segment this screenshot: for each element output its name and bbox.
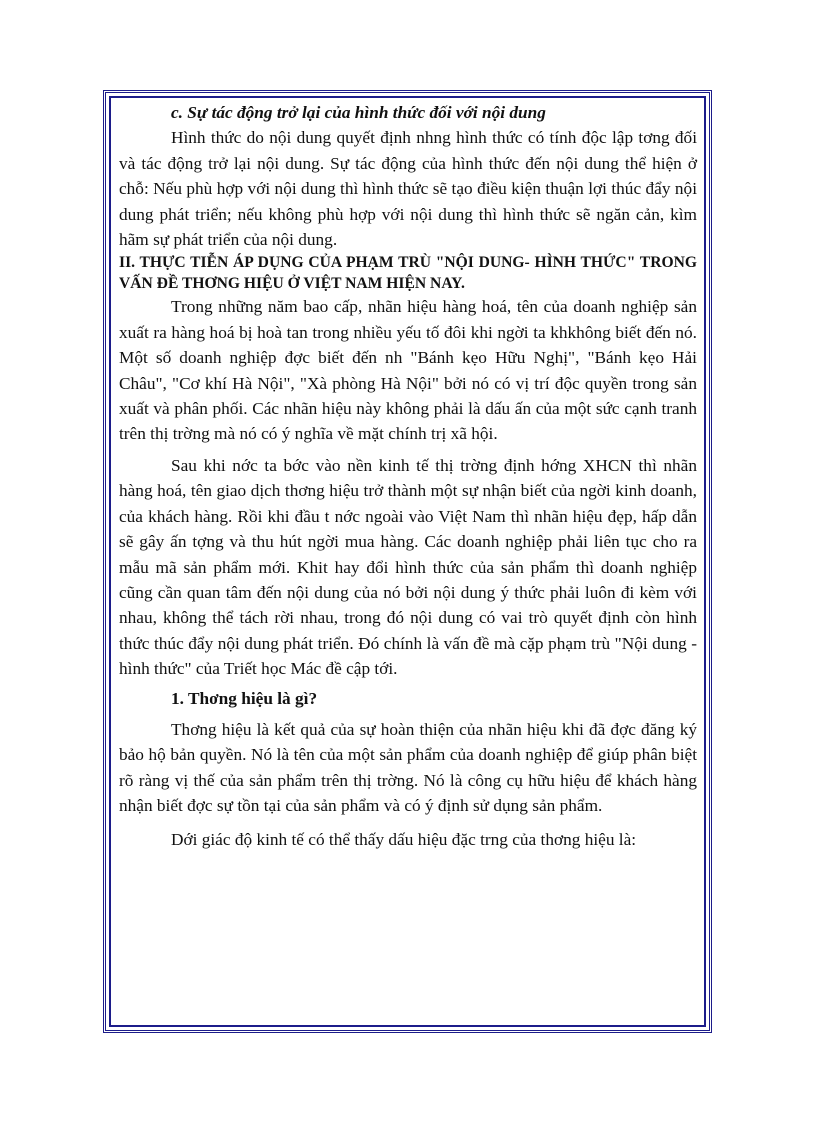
section-1-paragraph-1: Thơng hiệu là kết quả của sự hoàn thiện của nhãn hiệu khi đã đợc đăng ký bảo hộ bản quyền. Nó là tên của một sản phẩm của doanh nghiệp để giúp phân biệt rõ ràng vị thế của sản phẩm trên thị trờng. Nó là công cụ hữu hiệu để khách hàng nhận biết đợc sự tồn tại của sản phẩm và có ý định sử dụng sản phẩm.: [119, 719, 697, 816]
section-1-heading: 1. Thơng hiệu là gì?: [171, 688, 318, 708]
section-c-heading: c. Sự tác động trở lại của hình thức đối với nội dung: [171, 103, 546, 122]
section-ii-heading: II. THỰC TIỄN ÁP DỤNG CỦA PHẠM TRÙ "NỘI DUNG- HÌNH THỨC" TRONG VẤN ĐỀ THƠNG HIỆU Ở VIỆT NAM HIỆN NAY.: [119, 254, 697, 293]
section-ii-paragraph-2: Sau khi nớc ta bớc vào nền kinh tế thị trờng định hớng XHCN thì nhãn hàng hoá, tên giao dịch thơng hiệu trở thành một sự nhận biết của ngời kinh doanh, của khách hàng. Rồi khi đầu t nớc ngoài vào Việt Nam thì nhãn hiệu đẹp, hấp dẫn sẽ gây ấn tợng và thu hút ngời mua hàng. Các doanh nghiệp phải liên tục cho ra mẫu mã sản phẩm mới. Khit hay đổi hình thức của sản phẩm thì doanh nghiệp cũng cần quan tâm đến nội dung của nó bởi nội dung ý thức phải luôn đi kèm với nhau, không thể tách rời nhau, trong đó nội dung có vai trò quyết định còn hình thức thúc đẩy nội dung phát triển. Đó chính là vấn đề mà cặp phạm trù "Nội dung - hình thức" của Triết học Mác đề cập tới.: [119, 455, 697, 679]
section-c-paragraph: Hình thức do nội dung quyết định nhng hình thức có tính độc lập tơng đối và tác động trở lại nội dung. Sự tác động của hình thức đến nội dung thể hiện ở chỗ: Nếu phù hợp với nội dung thì hình thức sẽ tạo điều kiện thuận lợi thúc đẩy nội dung phát triển; nếu không phù hợp với nội dung thì hình thức sẽ ngăn cản, kìm hãm sự phát triển của nội dung.: [119, 128, 697, 250]
document-body: [119, 100, 697, 852]
section-1-paragraph-2: Dới giác độ kinh tế có thể thấy dấu hiệu đặc trng của thơng hiệu là:: [171, 829, 637, 849]
section-ii-paragraph-1: Trong những năm bao cấp, nhãn hiệu hàng hoá, tên của doanh nghiệp sản xuất ra hàng hoá bị hoà tan trong nhiều yếu tố đôi khi ngời ta khkhông biết đến nó. Một số doanh nghiệp đợc biết đến nh "Bánh kẹo Hữu Nghị", "Bánh kẹo Hải Châu", "Cơ khí Hà Nội", "Xà phòng Hà Nội" bởi nó có vị trí độc quyền trong sản xuất và phân phối. Các nhãn hiệu này không phải là dấu ấn của một sức cạnh tranh trên thị trờng mà nó có ý nghĩa về mặt chính trị xã hội.: [119, 297, 697, 444]
